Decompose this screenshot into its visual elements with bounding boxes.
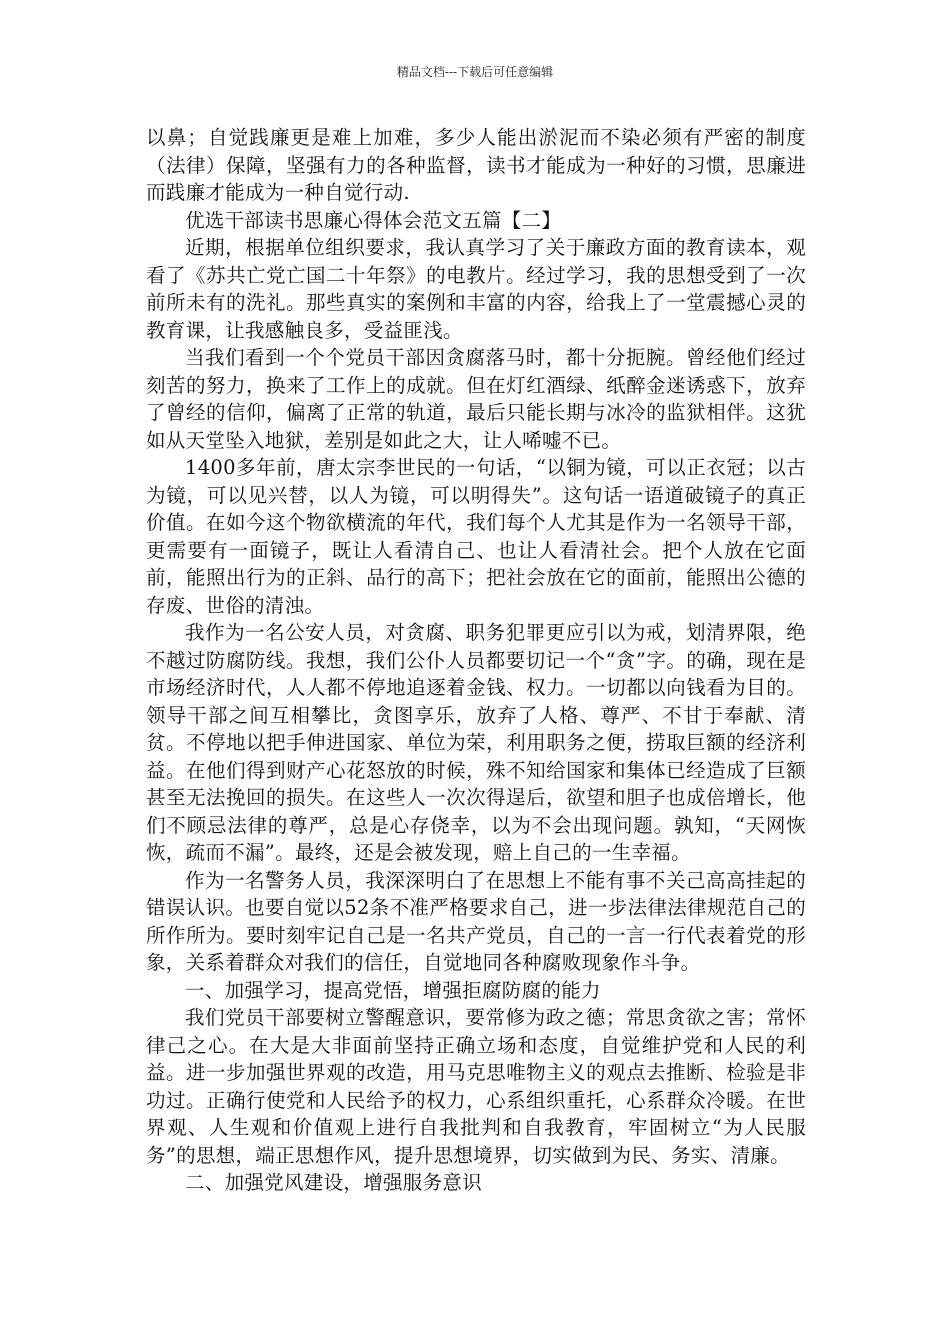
paragraph: 1400多年前，唐太宗李世民的一句话，“以铜为镜，可以正衣冠；以古为镜，可以见兴替，以人为镜，可以明得失”。这句话一语道破镜子的真正价值。在如今这个物欲横流的年代，我们每个人尤其是作为一名领导干部，更需要有一面镜子，既让人看清自己、也让人看清社会。把个人放在它面前，能照出行为的正斜、品行的高下；把社会放在它的面前，能照出公德的存废、世俗的清浊。 [146, 456, 806, 617]
subheading: 一、加强学习，提高党悟，增强拒腐防腐的能力 [185, 978, 601, 1002]
paragraph-continuation: 以鼻；自觉践廉更是难上加难，多少人能出淤泥而不染必须有严密的制度（法律）保障，坚强有力的各种监督，读书才能成为一种好的习惯，思廉进而践廉才能成为一种自觉行动. [146, 126, 806, 204]
subheading: 二、加强党风建设，增强服务意识 [185, 1171, 483, 1194]
paragraph: 我作为一名公安人员，对贪腐、职务犯罪更应引以为戒，划清界限，绝不越过防腐防线。我想，我们公仆人员都要切记一个“贪”字。的确，现在是市场经济时代，人人都不停地追逐着金钱、权力。一切都以向钱看为目的。领导干部之间互相攀比，贪图享乐，放弃了人格、尊严、不甘于奉献、清贫。不停地以把手伸进国家、单位为荣，利用职务之便，捞取巨额的经济利益。在他们得到财产心花怒放的时候，殊不知给国家和集体已经造成了巨额甚至无法挽回的损失。在这些人一次次得逞后，欲望和胆子也成倍增长，他们不顾忌法律的尊严，总是心存侥幸，以为不会出现问题。孰知，“天网恢恢，疏而不漏”。最终，还是会被发现，赔上自己的一生幸福。 [146, 621, 806, 864]
paragraph: 当我们看到一个个党员干部因贪腐落马时，都十分扼腕。曾经他们经过刻苦的努力，换来了工作上的成就。但在灯红酒绿、纸醉金迷诱惑下，放弃了曾经的信仰，偏离了正常的轨道，最后只能长期与冰冷的监狱相伴。这犹如从天堂坠入地狱，差别是如此之大，让人唏嘘不已。 [146, 346, 806, 452]
paragraph: 作为一名警务人员，我深深明白了在思想上不能有事不关己高高挂起的错误认识。也要自觉以52条不准严格要求自己，进一步法律法律规范自己的所作所为。要时刻牢记自己是一名共产党员，自己的一言一行代表着党的形象，关系着群众对我们的信任，自觉地同各种腐败现象作斗争。 [146, 868, 806, 974]
paragraph: 近期，根据单位组织要求，我认真学习了关于廉政方面的教育读本，观看了《苏共亡党亡国二十年祭》的电教片。经过学习，我的思想受到了一次前所未有的洗礼。那些真实的案例和丰富的内容，给我上了一堂震撼心灵的教育课，让我感触良多，受益匪浅。 [146, 236, 806, 342]
paragraph: 我们党员干部要树立警醒意识，要常修为政之德；常思贪欲之害；常怀律己之心。在大是大非面前坚持正确立场和态度，自觉维护党和人民的利益。进一步加强世界观的改造，用马克思唯物主义的观点去推断、检验是非功过。正确行使党和人民给予的权力，心系组织重托，心系群众冷暖。在世界观、人生观和价值观上进行自我批判和自我教育，牢固树立“为人民服务”的思想，端正思想作风，提升思想境界，切实做到为民、务实、清廉。 [146, 1006, 806, 1167]
document-body [146, 124, 806, 1197]
section-title: 优选干部读书思廉心得体会范文五篇【二】 [185, 208, 562, 232]
page-header: 精品文档---下载后可任意编辑 [396, 65, 554, 79]
